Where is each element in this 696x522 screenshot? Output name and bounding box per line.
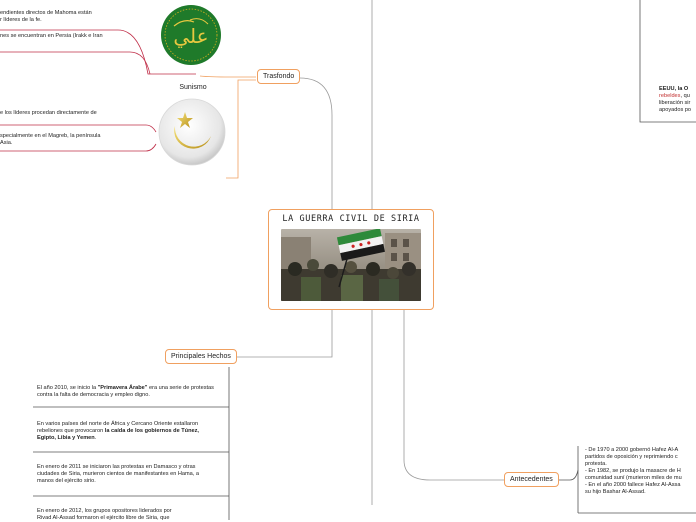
connector-trasfondo-ali	[200, 76, 256, 77]
central-title: LA GUERRA CIVIL DE SIRIA	[282, 214, 420, 224]
hecho-protestas-damasco: En enero de 2011 se iniciaron las protestas en Damasco y otras ciudades de Siria, murieron cientos de manifestantes en Hama, a manos del ejército sirio.	[37, 464, 199, 484]
shia-location	[0, 33, 140, 40]
connector-sunni-1	[0, 125, 156, 132]
shia-line-3: nes se encuentran en Persia (Irakk e Iran	[0, 33, 103, 39]
connector-antecedentes	[404, 310, 504, 480]
connector-trasfondo-sunismo	[226, 80, 256, 178]
syria-rebels-photo	[281, 229, 421, 301]
primavera-arabe-bold: "Primavera Árabe"	[97, 385, 148, 391]
topic-principales-hechos[interactable]: Principales Hechos	[165, 349, 237, 364]
sunni-description	[0, 110, 118, 117]
hecho-primavera-arabe: El año 2010, se inicio la "Primavera Árabe" era una serie de protestas contra la falta de democracia y empleo digno.	[37, 385, 214, 398]
hecho-rebeliones: En varios países del norte de África y Cercano Oriente estallaron rebeliones que provocaron la caída de los gobiernos de Túnez, Egipto, Libia y Yemen.	[37, 421, 199, 441]
right-note: EEUU, la O rebeldes, qu liberación sir apoyados po	[659, 86, 692, 113]
topic-trasfondo[interactable]: Trasfondo	[257, 69, 300, 84]
crescent-star-icon	[158, 96, 226, 170]
antecedentes-description: - De 1970 a 2000 gobernó Hafez Al-A partidos de oposición y reprimiendo c protesta. - En 1982, se produjo la masacre de H comunidad suní (murieron miles de mu - En el año 2000 fallece Hafez Al-Assa su hijo Bashar Al-Assad.	[585, 447, 682, 495]
central-topic[interactable]	[268, 209, 434, 310]
connector-trasfondo	[300, 78, 332, 209]
hecho-ejercito-libre: En enero de 2012, los grupos opositores liderados por Rivad Al-Assad formaron el ejército libre de Siria, que	[37, 508, 172, 521]
ali-calligraphy-icon	[160, 4, 222, 66]
connector-principales	[232, 310, 332, 357]
connector-shia-2	[0, 52, 150, 74]
shia-line-2: r líderes de la fe.	[0, 17, 42, 23]
ali-glyph: علي	[173, 24, 209, 48]
sunismo-label: Sunismo	[179, 84, 207, 91]
topic-antecedentes[interactable]: Antecedentes	[504, 472, 559, 487]
sunni-location	[0, 133, 118, 147]
sunni-line-2: specialmente en el Magreb, la península	[0, 133, 101, 139]
sunni-line-1: e los líderes procedan directamente de	[0, 110, 97, 116]
shia-line-1: endientes directos de Mahoma están	[0, 10, 92, 16]
shia-description	[0, 10, 120, 24]
rebeldes-highlight: rebeldes	[659, 93, 681, 99]
sunni-line-3: Asia.	[0, 140, 13, 146]
caida-gobiernos-bold: la caída de los gobiernos de Túnez, Egipto, Libia y Yemen	[37, 428, 199, 441]
